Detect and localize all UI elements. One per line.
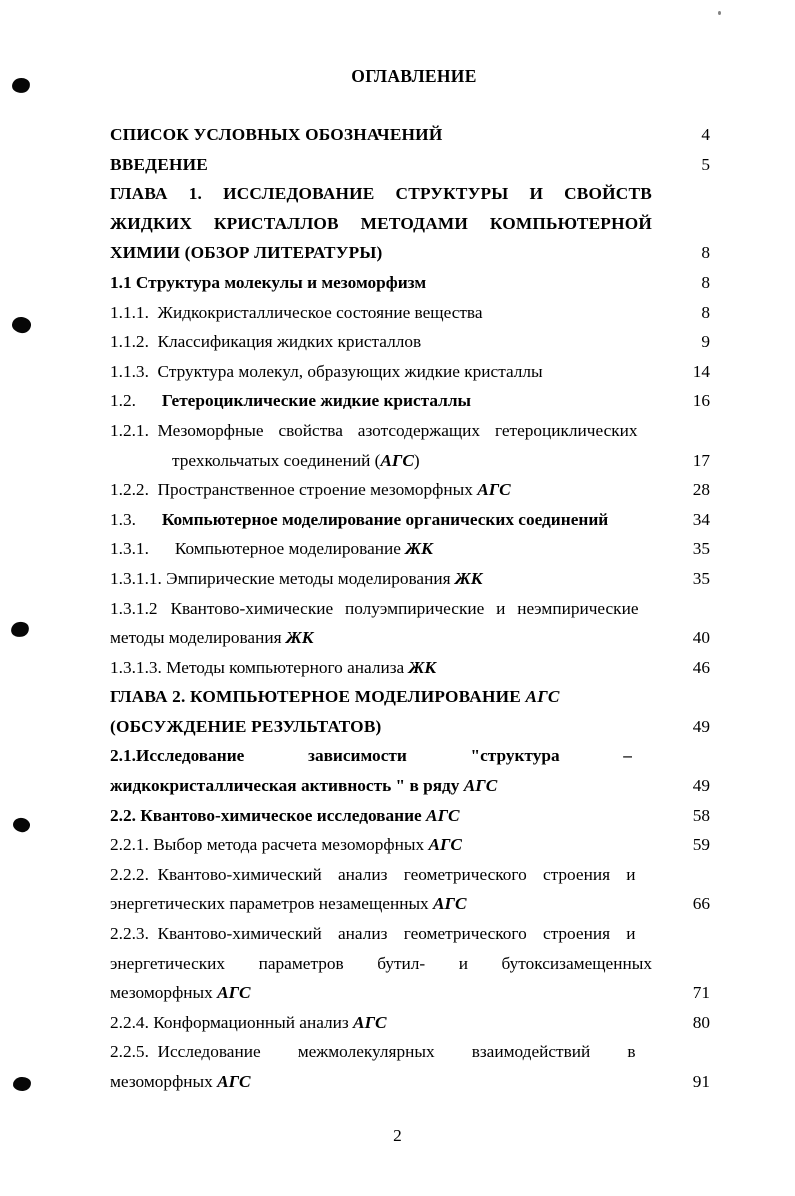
toc-entry-page: 49 (692, 776, 710, 796)
toc-entry-1-1-1[interactable] (110, 298, 712, 328)
toc-entry-number: 1.1.1. (110, 302, 149, 322)
toc-entry-page: 35 (692, 568, 710, 588)
toc-entry-label-line1: ГЛАВА 1. ИССЛЕДОВАНИЕ СТРУКТУРЫ И СВОЙСТВ (110, 184, 652, 204)
toc-entry-2-2-2[interactable] (110, 860, 712, 919)
toc-entry-label-line2: жидкокристаллическая активность " в ряду АГС (110, 776, 498, 796)
toc-entry-page: 8 (701, 302, 710, 322)
toc-entry-number: 1.3.1. (110, 539, 149, 559)
toc-entry-label: 2.2.4. Конформационный анализ АГС (110, 1012, 387, 1032)
toc-entry-1-2[interactable] (110, 386, 712, 416)
toc-entry-page: 4 (701, 125, 710, 144)
toc-entry-number: 1.2. (110, 391, 136, 411)
toc-entry-page: 66 (692, 894, 710, 914)
toc-entry-label-line1: Квантово-химический анализ геометрического строения и (157, 924, 636, 944)
toc-entry-1-3-1[interactable] (110, 534, 712, 564)
toc-entry-page: 8 (701, 272, 710, 292)
toc-entry-label-line2: методы моделирования ЖК (110, 628, 314, 648)
toc-entry-number: 2.2.2. (110, 864, 149, 884)
toc-entry-label-line2: энергетических параметров незамещенных АГС (110, 894, 467, 914)
toc-entry-label-line1: Квантово-химические полуэмпирические и неэмпирические (170, 598, 639, 618)
toc-entry-glava2[interactable] (110, 682, 712, 741)
toc-entry-label: Эмпирические методы моделирования (166, 568, 455, 588)
toc-entry-page: 40 (692, 628, 710, 648)
toc-entry-label: Классификация жидких кристаллов (157, 332, 422, 352)
toc-entry-page: 91 (692, 1072, 710, 1091)
toc-entry-label: Пространственное строение мезоморфных (157, 480, 478, 500)
toc-entry-page: 59 (692, 835, 710, 855)
toc-entry-label-em: ЖК (454, 568, 483, 588)
toc-entry-number: 1.1.3. (110, 361, 149, 381)
toc-entry-label-line2: ЖИДКИХ КРИСТАЛЛОВ МЕТОДАМИ КОМПЬЮТЕРНОЙ (110, 213, 652, 233)
toc-entry-label-line1: Исследование межмолекулярных взаимодействий в (157, 1042, 636, 1062)
toc-entry-number: 1.2.2. (110, 480, 149, 500)
toc-entry-label: Методы компьютерного анализа (166, 657, 409, 677)
toc-entry-page: 71 (692, 983, 710, 1003)
toc-entry-label: СПИСОК УСЛОВНЫХ ОБОЗНАЧЕНИЙ (110, 125, 443, 144)
toc-entry-glava1[interactable] (110, 179, 712, 268)
toc-entry-2-2-5[interactable] (110, 1037, 712, 1096)
toc-entry-number: 2.1. (110, 746, 136, 766)
toc-entry-number: 1.3.1.3. (110, 657, 162, 677)
binding-punch-mark (11, 316, 32, 334)
toc-entry-label-line2: мезоморфных АГС (110, 1072, 251, 1091)
toc-entry-label-em: АГС (477, 480, 511, 500)
toc-entry-spisok[interactable] (110, 120, 712, 150)
toc-entry-vvedenie[interactable] (110, 150, 712, 180)
toc-entry-label-line2: (ОБСУЖДЕНИЕ РЕЗУЛЬТАТОВ) (110, 716, 382, 736)
toc-entry-1-3-1-1[interactable] (110, 564, 712, 594)
toc-entry-label-line1: Квантово-химический анализ геометрического строения и (157, 864, 636, 884)
toc-entry-page: 46 (692, 657, 710, 677)
toc-entry-1-1-3[interactable] (110, 357, 712, 387)
toc-entry-2-2-3[interactable] (110, 919, 712, 1008)
toc-entry-page: 17 (692, 450, 710, 470)
toc-entry-1-2-2[interactable] (110, 475, 712, 505)
toc-entry-page: 49 (692, 716, 710, 736)
toc-entry-number: 1.3.1.2 (110, 598, 158, 618)
toc-entry-2-2-4[interactable] (110, 1008, 712, 1038)
scan-speck (718, 11, 721, 15)
toc-entry-label-line2: трехкольчатых соединений (АГС) (172, 450, 420, 470)
toc-entry-1-1[interactable] (110, 268, 712, 298)
toc-entry-page: 80 (692, 1012, 710, 1032)
toc-entry-label-line3: ХИМИИ (ОБЗОР ЛИТЕРАТУРЫ) (110, 243, 383, 263)
toc-entry-page: 28 (692, 480, 710, 500)
toc-entry-label: 2.2.1. Выбор метода расчета мезоморфных АГС (110, 835, 462, 855)
toc-entry-number: 1.3. (110, 509, 136, 529)
binding-punch-mark (12, 817, 31, 834)
toc-entry-1-1-2[interactable] (110, 327, 712, 357)
toc-entry-page: 8 (701, 243, 710, 263)
toc-entry-page: 16 (692, 391, 710, 411)
toc-entry-2-2-1[interactable] (110, 830, 712, 860)
toc-entry-page: 9 (701, 332, 710, 352)
binding-punch-mark (12, 1076, 31, 1092)
toc-entry-label-line1: Исследование зависимости "структура – (135, 746, 632, 766)
toc-entry-label: Гетероциклические жидкие кристаллы (161, 391, 472, 411)
toc-entry-2-1[interactable] (110, 741, 712, 800)
toc-entry-number: 2.2.3. (110, 924, 149, 944)
toc-entry-label-em: ЖК (408, 657, 437, 677)
toc-entry-number: 1.3.1.1. (110, 568, 162, 588)
toc-entry-1-2-1[interactable] (110, 416, 712, 475)
toc-entry-number: 2.2.5. (110, 1042, 149, 1062)
toc-entry-label-line3: мезоморфных АГС (110, 983, 251, 1003)
toc-entry-label-em: ЖК (405, 539, 433, 559)
toc-entry-label: ВВЕДЕНИЕ (110, 154, 209, 174)
toc-entry-2-2[interactable] (110, 801, 712, 831)
toc-content (110, 66, 712, 1097)
toc-entry-label-line2: энергетических параметров бутил- и бутоксизамещенных (110, 953, 652, 973)
toc-entry-1-3[interactable] (110, 505, 712, 535)
toc-entry-page: 5 (701, 154, 710, 174)
toc-entry-page: 35 (692, 539, 710, 559)
page-title: ОГЛАВЛЕНИЕ (351, 66, 477, 86)
toc-entry-number: 1.2.1. (110, 420, 149, 440)
toc-entry-label: Компьютерное моделирование органических соединений (161, 509, 609, 529)
toc-entry-label: 1.1 Структура молекулы и мезоморфизм (110, 272, 427, 292)
toc-entry-label: 2.2. Квантово-химическое исследование АГС (110, 805, 460, 825)
toc-entry-page: 58 (692, 805, 710, 825)
toc-entry-1-3-1-3[interactable] (110, 653, 712, 683)
page-folio: 2 (393, 1126, 402, 1145)
toc-entry-label: Структура молекул, образующих жидкие кристаллы (157, 361, 543, 381)
toc-entry-label-line1: ГЛАВА 2. КОМПЬЮТЕРНОЕ МОДЕЛИРОВАНИЕ АГС (110, 687, 560, 707)
binding-punch-mark (9, 620, 30, 639)
binding-punch-mark (11, 77, 31, 94)
toc-entry-1-3-1-2[interactable] (110, 594, 712, 653)
toc-entry-number: 1.1.2. (110, 332, 149, 352)
toc-entry-page: 34 (692, 509, 710, 529)
toc-entry-label-line1: Мезоморфные свойства азотсодержащих гетероциклических (157, 420, 638, 440)
toc-entry-label: Жидкокристаллическое состояние вещества (157, 302, 483, 322)
toc-entry-page: 14 (692, 361, 710, 381)
toc-entry-label: Компьютерное моделирование (174, 539, 406, 559)
